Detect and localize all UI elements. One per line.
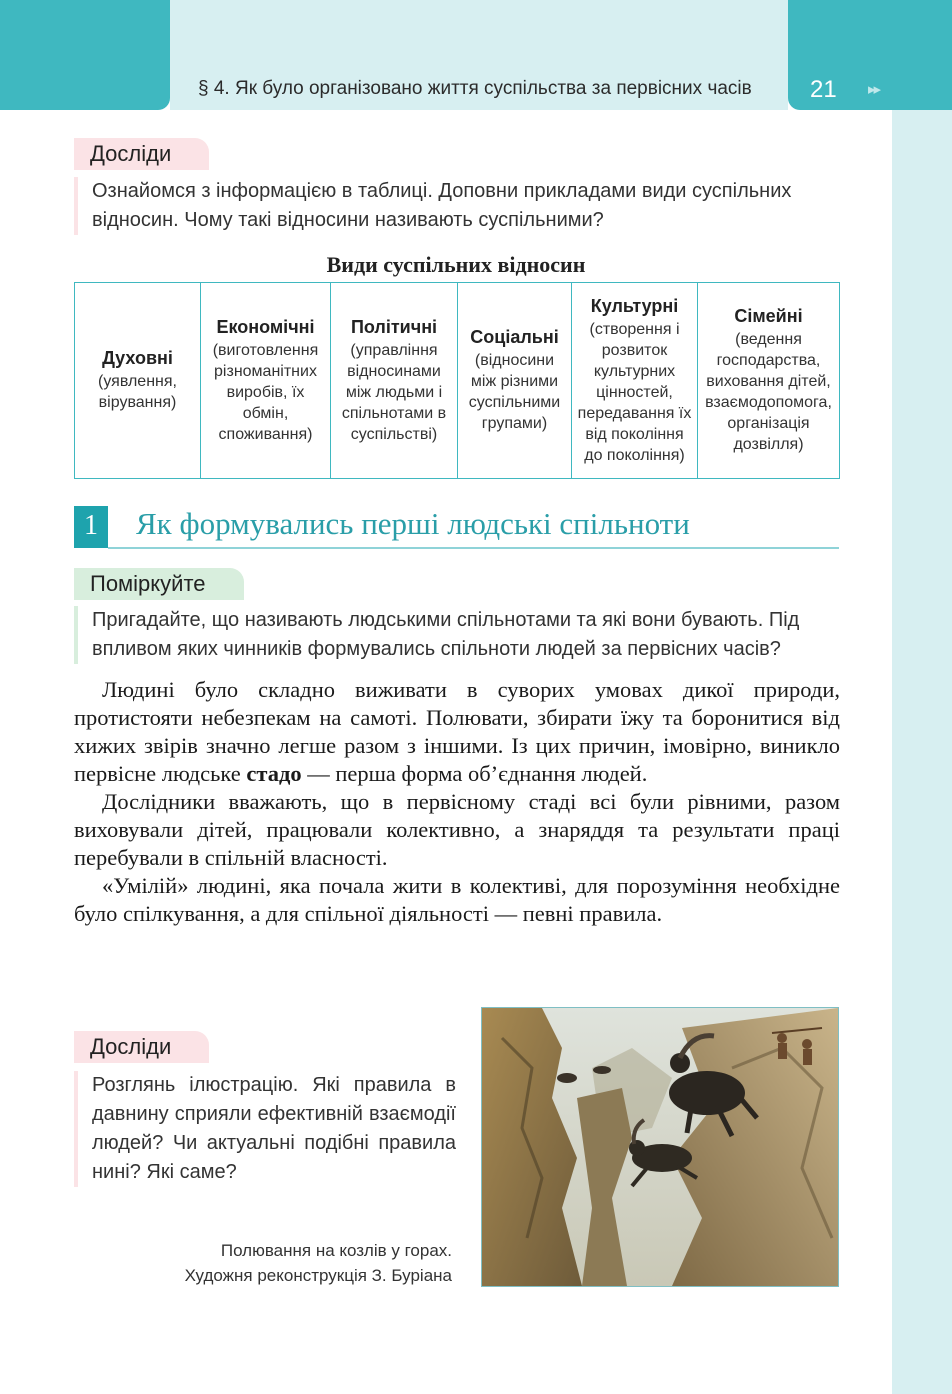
table-row [75,283,840,479]
relations-table [74,282,840,479]
think-task-text: Пригадайте, що називають людськими спільнотами та які вони бувають. Під впливом яких чинників формувались спільноти людей за первісних часів? [74,606,844,664]
table-cell-cultural [572,283,698,479]
caption-line: Полювання на козлів у горах. [220,1241,452,1260]
header-left-block [0,0,170,110]
paragraph-3: «Умілій» людині, яка почала жити в колективі, для порозуміння необхідне було спілкування, а для спільної діяльності — певні правила. [74,873,840,926]
illustration-ibex-hunt [481,1007,839,1287]
research-task-text-2: Розглянь ілюстрацію. Які правила в давнину сприяли ефективній взаємодії людей? Чи актуальні подібні правила нині? Які саме? [74,1071,456,1187]
cell-description: (створення і розвиток культурних цінностей, передавання їх від покоління до покоління) [577,320,692,464]
paragraph-1 [74,676,840,788]
cell-description: (управління відносинами між людьми і спільнотами в суспільстві) [341,341,447,443]
cell-heading: Духовні [102,348,173,368]
table-cell-family [698,283,840,479]
cell-description: (ведення господарства, виховання дітей, взаємодопомога, організація дозвілля) [705,331,832,453]
table-cell-spiritual [75,283,201,479]
cell-heading: Культурні [590,295,679,316]
table-cell-political [331,283,458,479]
table-title: Види суспільних відносин [326,252,586,277]
page-number: 21 [810,76,837,103]
research-tag-2: Досліди [74,1031,209,1063]
running-header-title: § 4. Як було організовано життя суспільства за первісних часів [198,78,752,99]
right-margin-strip [892,110,952,1394]
cell-description: (уявлення, вірування) [98,373,177,411]
cell-heading: Політичні [350,316,438,337]
illustration-caption [140,1238,452,1288]
table-cell-social [458,283,572,479]
paragraph-text: Людині було складно виживати в суворих умовах дикої природи, протистояти небезпекам на самоті. Полювати, збирати їжу та боронитися від хижих звірів значно легше разом з іншими. Із цих причин, імовірно, виникло первісне людське [74,677,840,786]
cell-heading: Сімейні [734,306,803,326]
cell-description: (виготовлення різноманітних виробів, їх обмін, споживання) [212,341,319,443]
cell-heading: Економічні [216,316,315,337]
cell-heading: Соціальні [470,327,559,347]
term-bold: стадо [246,761,302,786]
next-arrows-icon: ▸▸ [868,81,880,98]
paragraph-2: Дослідники вважають, що в первісному стаді всі були рівними, разом виховували дітей, працювали колективно, а знаряддя та результати праці перебували в спільній власності. [74,789,840,870]
think-tag: Поміркуйте [74,568,244,600]
page-number-block [788,0,952,110]
caption-line: Художня реконструкція З. Буріана [184,1266,452,1285]
main-text [74,676,840,928]
paragraph-text: — перша форма об’єднання людей. [301,761,648,786]
research-tag: Досліди [74,138,209,170]
section-underline [108,547,839,549]
cell-description: (відносини між різними суспільними групами) [468,352,561,432]
table-cell-economic [201,283,331,479]
research-task-text: Ознайомся з інформацією в таблиці. Доповни прикладами види суспільних відносин. Чому такі відносини називають суспільними? [74,177,844,235]
section-title: Як формувались перші людські спільноти [136,506,690,541]
section-number: 1 [74,506,108,548]
